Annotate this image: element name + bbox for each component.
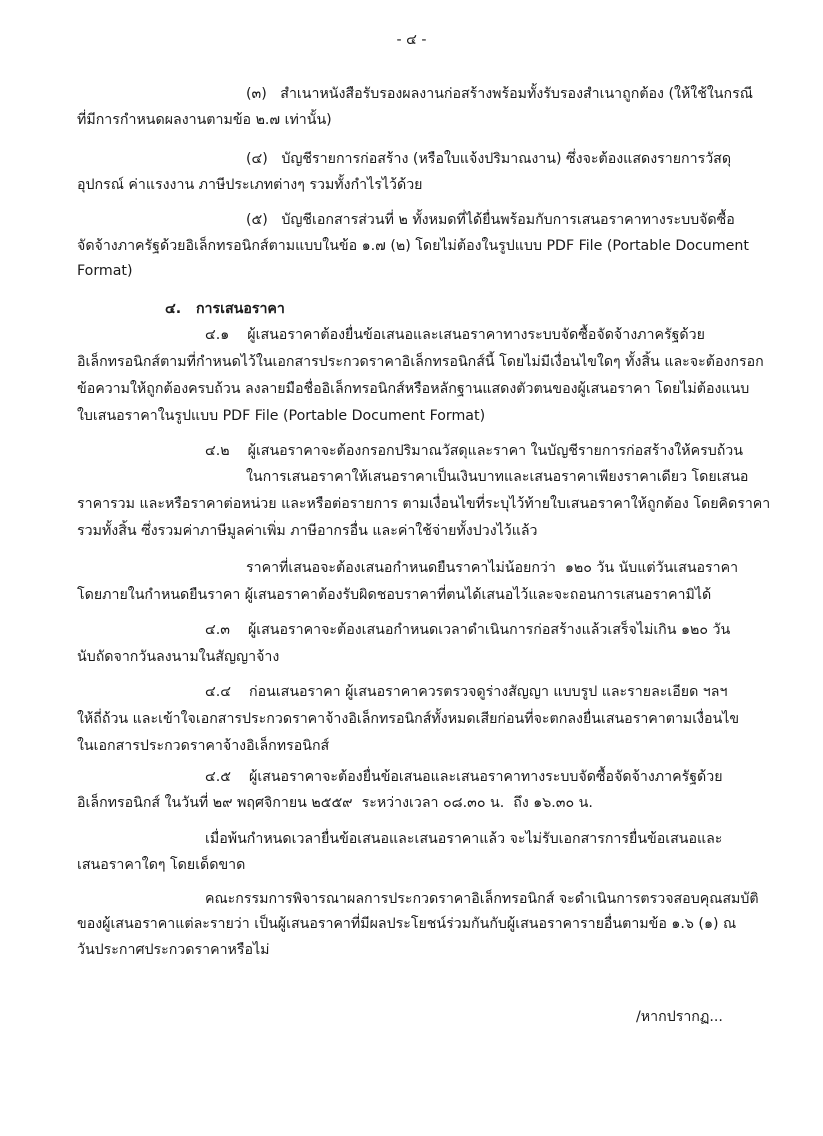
item-3-line-2: ที่มีการกำหนดผลงานตามข้อ ๒.๗ เท่านั้น) (77, 112, 332, 128)
clause-4-4-line: ในเอกสารประกวดราคาจ้างอิเล็กทรอนิกส์ (77, 738, 330, 754)
clause-4-2-line: ในการเสนอราคาให้เสนอราคาเป็นเงินบาทและเสนอราคาเพียงราคาเดียว โดยเสนอ (246, 469, 749, 485)
clause-4-2-line: ราคาที่เสนอจะต้องเสนอกำหนดยืนราคาไม่น้อยกว่า ๑๒๐ วัน นับแต่วันเสนอราคา (246, 560, 739, 576)
clause-4-5-line: คณะกรรมการพิจารณาผลการประกวดราคาอิเล็กทรอนิกส์ จะดำเนินการตรวจสอบคุณสมบัติ (205, 891, 759, 907)
item-5-line-1: (๕) บัญชีเอกสารส่วนที่ ๒ ทั้งหมดที่ได้ยื่นพร้อมกับการเสนอราคาทางระบบจัดซื้อ (246, 212, 735, 228)
clause-4-2-line: ราคารวม และหรือราคาต่อหน่วย และหรือต่อรายการ ตามเงื่อนไขที่ระบุไว้ท้ายใบเสนอราคาให้ถูกต้อง โดยคิดราคา (77, 496, 771, 512)
clause-4-2-line: โดยภายในกำหนดยืนราคา ผู้เสนอราคาต้องรับผิดชอบราคาที่ตนได้เสนอไว้และจะถอนการเสนอราคามิได้ (77, 587, 712, 603)
clause-4-5-line: เมื่อพ้นกำหนดเวลายื่นข้อเสนอและเสนอราคาแล้ว จะไม่รับเอกสารการยื่นข้อเสนอและ (205, 831, 723, 847)
continuation-note: /หากปรากฏ... (636, 1009, 723, 1025)
clause-4-3-line: ๔.๓ ผู้เสนอราคาจะต้องเสนอกำหนดเวลาดำเนินการก่อสร้างแล้วเสร็จไม่เกิน ๑๒๐ วัน (205, 622, 731, 638)
clause-4-4-line: ๔.๔ ก่อนเสนอราคา ผู้เสนอราคาควรตรวจดูร่างสัญญา แบบรูป และรายละเอียด ฯลฯ (205, 684, 728, 700)
clause-4-5-line: อิเล็กทรอนิกส์ ในวันที่ ๒๙ พฤศจิกายน ๒๕๕๙ ระหว่างเวลา ๐๘.๓๐ น. ถึง ๑๖.๓๐ น. (77, 795, 593, 811)
item-3-line-1: (๓) สำเนาหนังสือรับรองผลงานก่อสร้างพร้อมทั้งรับรองสำเนาถูกต้อง (ให้ใช้ในกรณี (246, 86, 753, 102)
clause-4-5-line: ของผู้เสนอราคาแต่ละรายว่า เป็นผู้เสนอราคาที่มีผลประโยชน์ร่วมกันกับผู้เสนอราคารายอื่นตามข้อ ๑.๖ (๑) ณ (77, 916, 737, 932)
clause-4-3-line: นับถัดจากวันลงนามในสัญญาจ้าง (77, 649, 280, 665)
clause-4-2-line: ๔.๒ ผู้เสนอราคาจะต้องกรอกปริมาณวัสดุและราคา ในบัญชีรายการก่อสร้างให้ครบถ้วน (205, 443, 743, 459)
section-4-heading: ๔. การเสนอราคา (165, 301, 285, 317)
clause-4-2-line: รวมทั้งสิ้น ซึ่งรวมค่าภาษีมูลค่าเพิ่ม ภาษีอากรอื่น และค่าใช้จ่ายทั้งปวงไว้แล้ว (77, 523, 538, 539)
clause-4-5-line: เสนอราคาใดๆ โดยเด็ดขาด (77, 857, 246, 873)
clause-4-1-line: ๔.๑ ผู้เสนอราคาต้องยื่นข้อเสนอและเสนอราคาทางระบบจัดซื้อจัดจ้างภาครัฐด้วย (205, 327, 705, 343)
clause-4-1-line: ใบเสนอราคาในรูปแบบ PDF File (Portable Document Format) (77, 408, 486, 424)
page-number: - ๔ - (396, 32, 427, 48)
item-4-line-2: อุปกรณ์ ค่าแรงงาน ภาษีประเภทต่างๆ รวมทั้งกำไรไว้ด้วย (77, 177, 423, 193)
clause-4-1-line: อิเล็กทรอนิกส์ตามที่กำหนดไว้ในเอกสารประกวดราคาอิเล็กทรอนิกส์นี้ โดยไม่มีเงื่อนไขใดๆ ทั้งสิ้น และจะต้องกรอก (77, 354, 764, 370)
item-4-line-1: (๔) บัญชีรายการก่อสร้าง (หรือใบแจ้งปริมาณงาน) ซึ่งจะต้องแสดงรายการวัสดุ (246, 151, 732, 167)
item-5-line-2: จัดจ้างภาครัฐด้วยอิเล็กทรอนิกส์ตามแบบในข้อ ๑.๗ (๒) โดยไม่ต้องในรูปแบบ PDF File (Portable Document (77, 238, 749, 254)
item-5-line-3: Format) (77, 263, 133, 279)
clause-4-5-line: วันประกาศประกวดราคาหรือไม่ (77, 942, 270, 958)
clause-4-1-line: ข้อความให้ถูกต้องครบถ้วน ลงลายมือชื่ออิเล็กทรอนิกส์หรือหลักฐานแสดงตัวตนของผู้เสนอราคา โดยไม่ต้องแนบ (77, 381, 750, 397)
clause-4-5-line: ๔.๕ ผู้เสนอราคาจะต้องยื่นข้อเสนอและเสนอราคาทางระบบจัดซื้อจัดจ้างภาครัฐด้วย (205, 769, 723, 785)
clause-4-4-line: ให้ถี่ถ้วน และเข้าใจเอกสารประกวดราคาจ้างอิเล็กทรอนิกส์ทั้งหมดเสียก่อนที่จะตกลงยื่นเสนอราคาตามเงื่อนไข (77, 711, 740, 727)
